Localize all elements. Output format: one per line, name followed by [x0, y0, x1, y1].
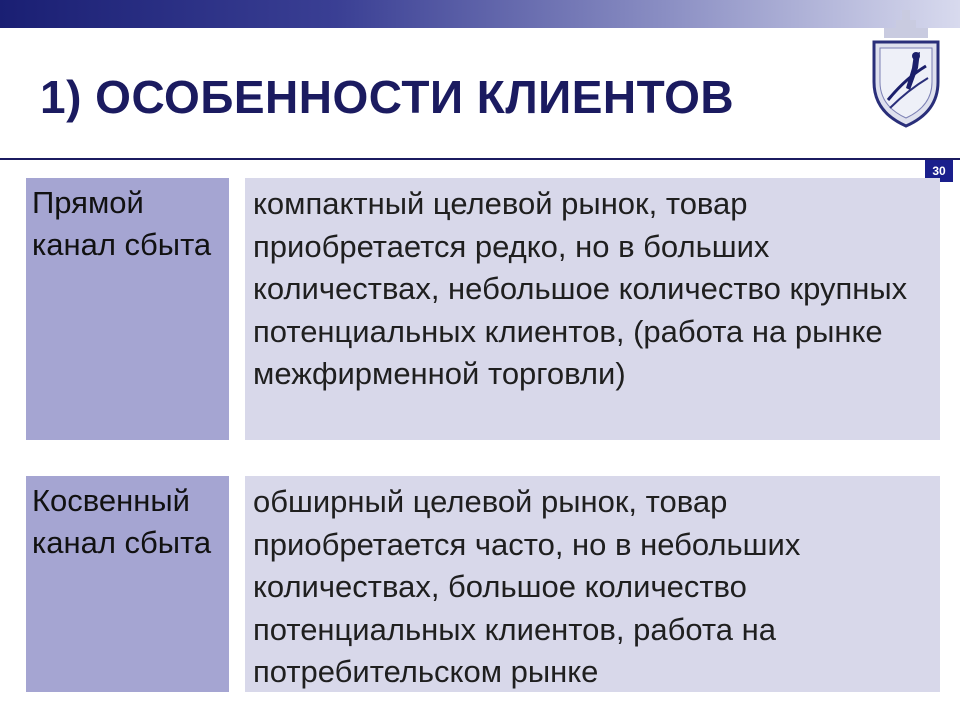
header-gradient-bar	[0, 0, 960, 28]
row-label-indirect-channel: Косвенный канал сбыта	[26, 476, 229, 692]
row-description-direct-channel: компактный целевой рынок, товар приобретается редко, но в больших количествах, небольшое количество крупных потенциальных клиентов, (работа на рынке межфирменной торговли)	[245, 178, 940, 440]
row-description-indirect-channel: обширный целевой рынок, товар приобретается часто, но в небольших количествах, большое количество потенциальных клиентов, работа на потребительском рынке	[245, 476, 940, 692]
title-underline	[0, 158, 960, 160]
university-emblem-icon	[866, 8, 946, 130]
page-number-badge: 30	[925, 160, 953, 182]
row-label-direct-channel: Прямой канал сбыта	[26, 178, 229, 440]
slide-title: 1) ОСОБЕННОСТИ КЛИЕНТОВ	[40, 71, 735, 123]
